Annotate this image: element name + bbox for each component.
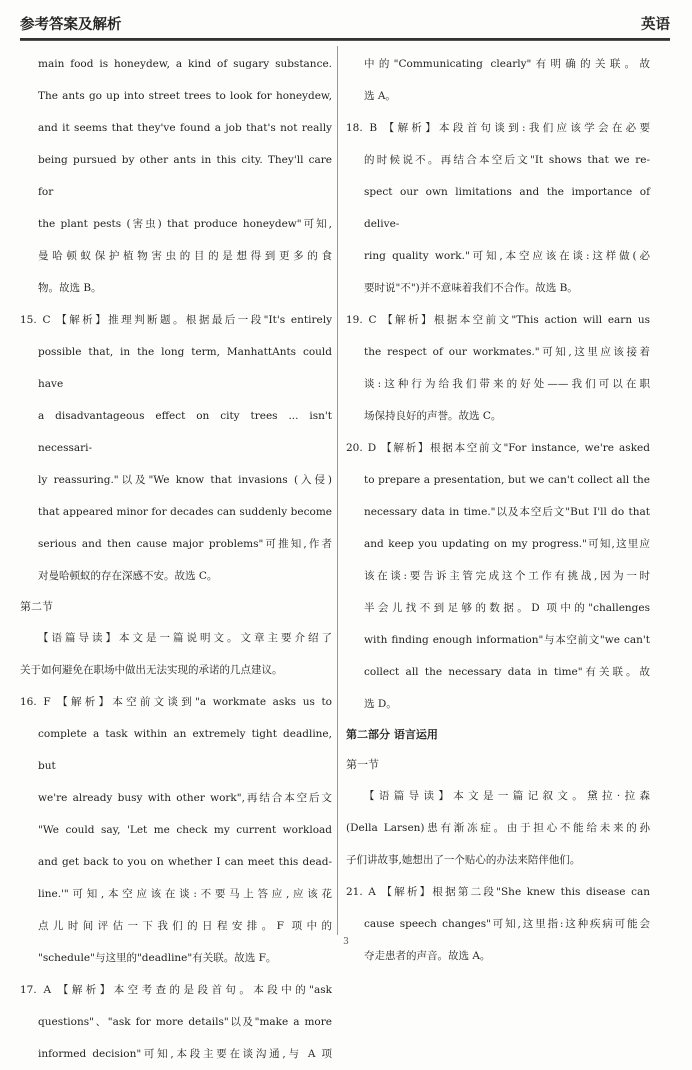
text-line: 选 A。: [364, 90, 396, 102]
text-line: we're already busy with other work",再结合本空后文: [38, 792, 332, 804]
text-line: and it seems that they've found a job that's not really: [38, 122, 332, 134]
answer-16: [20, 686, 332, 974]
text-line: 15. C 【解析】推理判断题。根据最后一段"It's entirely: [20, 314, 332, 326]
text-line: serious and then cause major problems"可推知,作者: [38, 538, 332, 550]
text-line: 16. F 【解析】本空前文谈到"a workmate asks us to: [20, 696, 332, 708]
header-subject: 英语: [641, 16, 670, 33]
answer-19: [346, 304, 650, 432]
text-line: 子们讲故事,她想出了一个贴心的办法来陪伴他们。: [346, 854, 581, 866]
answer-18: [346, 112, 650, 304]
text-line: possible that, in the long term, ManhattAnts could have: [38, 346, 332, 390]
text-line: 场保持良好的声誉。故选 C。: [364, 410, 502, 422]
column-divider: [337, 46, 338, 935]
text-line: 要时说"不")并不意味着我们不合作。故选 B。: [364, 282, 578, 294]
text-line: necessary data in time."以及本空后文"But I'll do that: [364, 506, 650, 518]
text-line: with finding enough information"与本空前文"we can't: [364, 634, 650, 646]
answer-17: [20, 974, 332, 1070]
text-line: 中的"Communicating clearly"有明确的关联。故: [364, 58, 650, 70]
answer-20: [346, 432, 650, 720]
text-line: ly reassuring."以及"We know that invasions (入侵): [38, 474, 332, 486]
text-line: informed decision"可知,本段主要在谈沟通,与 A 项: [38, 1048, 332, 1060]
part-heading: 第二部分 语言运用: [346, 728, 438, 741]
page-number: 3: [343, 937, 349, 947]
text-line: 谈:这种行为给我们带来的好处——我们可以在职: [364, 378, 650, 390]
text-line: 曼哈顿蚁保护植物害虫的目的是想得到更多的食: [38, 250, 332, 262]
text-line: line.'"可知,本空应该在谈:不要马上答应,应该花: [38, 888, 332, 900]
answer-17-continued: [346, 48, 650, 112]
text-line: 该在谈:要告诉主管完成这个工作有挑战,因为一时: [364, 570, 650, 582]
text-line: 21. A 【解析】根据第二段"She knew this disease can: [346, 886, 650, 898]
text-line: "We could say, 'Let me check my current workload: [38, 824, 332, 836]
text-line: a disadvantageous effect on city trees ... isn't necessari-: [38, 410, 332, 454]
text-line: 【语篇导读】本文是一篇说明文。文章主要介绍了: [38, 632, 332, 644]
text-line: (Della Larsen)患有渐冻症。由于担心不能给未来的孙: [346, 822, 650, 834]
section-heading: 第二节: [20, 600, 53, 613]
header-title: 参考答案及解析: [20, 16, 122, 33]
right-column: [346, 48, 650, 972]
text-line: main food is honeydew, a kind of sugary substance.: [38, 58, 332, 70]
text-line: 对曼哈顿蚁的存在深感不安。故选 C。: [38, 570, 218, 582]
text-line: 夺走患者的声音。故选 A。: [364, 950, 491, 962]
text-line: 关于如何避免在职场中做出无法实现的承诺的几点建议。: [20, 664, 283, 676]
passage-guide: [346, 780, 650, 876]
section-heading: 第一节: [346, 758, 379, 771]
text-line: that appeared minor for decades can suddenly become: [38, 506, 332, 518]
answer-14-continued: [20, 48, 332, 304]
text-line: 20. D 【解析】根据本空前文"For instance, we're asked: [346, 442, 650, 454]
text-line: 【语篇导读】本文是一篇记叙文。黛拉·拉森: [364, 790, 650, 802]
passage-guide: [20, 622, 332, 686]
text-line: 18. B 【解析】本段首句谈到:我们应该学会在必要: [346, 122, 650, 134]
text-line: questions"、"ask for more details"以及"make a more: [38, 1016, 332, 1028]
text-line: 的时候说不。再结合本空后文"It shows that we re-: [364, 154, 650, 166]
text-line: 19. C 【解析】根据本空前文"This action will earn us: [346, 314, 650, 326]
text-line: spect our own limitations and the importance of delive-: [364, 186, 650, 230]
left-column: [20, 48, 332, 1070]
text-line: collect all the necessary data in time"有关联。故: [364, 666, 650, 678]
text-line: 选 D。: [364, 698, 397, 710]
text-line: The ants go up into street trees to look for honeydew,: [38, 90, 332, 102]
text-line: 半会儿找不到足够的数据。D 项中的"challenges: [364, 602, 650, 614]
text-line: being pursued by other ants in this city. They'll care for: [38, 154, 332, 198]
text-line: and get back to you on whether I can meet this dead-: [38, 856, 332, 868]
text-line: the respect of our workmates."可知,这里应该接着: [364, 346, 650, 358]
text-line: 点儿时间评估一下我们的日程安排。F 项中的: [38, 920, 332, 932]
text-line: cause speech changes"可知,这里指:这种疾病可能会: [364, 918, 650, 930]
header-divider: [20, 40, 670, 41]
text-line: 物。故选 B。: [38, 282, 102, 294]
text-line: 17. A 【解析】本空考查的是段首句。本段中的"ask: [20, 984, 332, 996]
text-line: and keep you updating on my progress."可知,这里应: [364, 538, 650, 550]
answer-21: [346, 876, 650, 972]
text-line: the plant pests (害虫) that produce honeydew"可知,: [38, 218, 332, 230]
text-line: ring quality work."可知,本空应该在谈:这样做(必: [364, 250, 650, 262]
page-header: [20, 0, 670, 40]
text-line: to prepare a presentation, but we can't collect all the: [364, 474, 650, 486]
answer-15: [20, 304, 332, 592]
text-line: "schedule"与这里的"deadline"有关联。故选 F。: [38, 952, 277, 964]
text-line: complete a task within an extremely tight deadline, but: [38, 728, 332, 772]
